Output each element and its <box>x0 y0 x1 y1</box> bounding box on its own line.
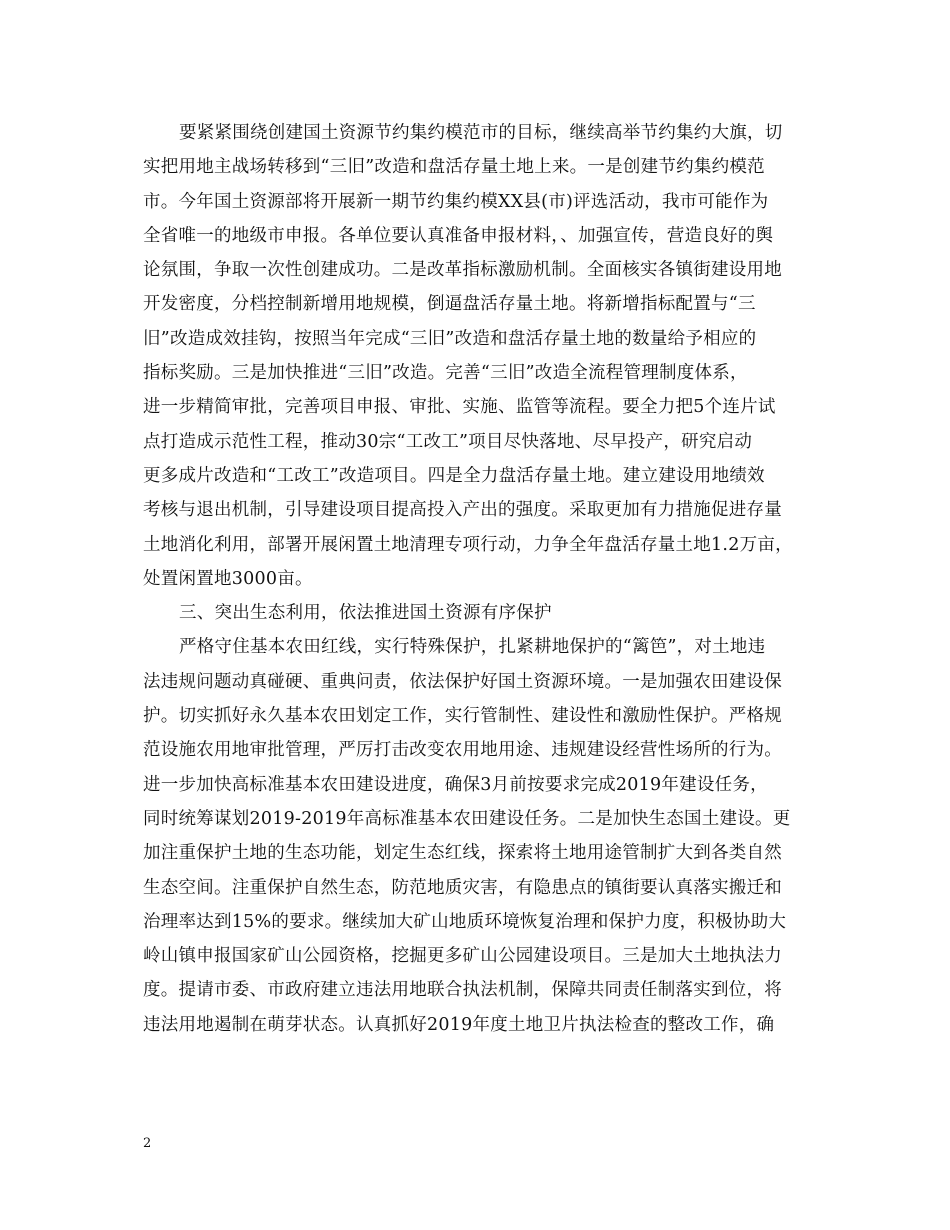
text-line: 加注重保护土地的生态功能，划定生态红线，探索将土地用途管制扩大到各类自然 <box>143 843 782 864</box>
body-text <box>143 116 823 1042</box>
text-line: 要紧紧围绕创建国土资源节约集约模范市的目标，继续高举节约集约大旗，切 <box>179 123 783 143</box>
text-line: 护。切实抓好永久基本农田划定工作，实行管制性、建设性和激励性保护。严格规 <box>143 706 782 727</box>
text-line: 土地消化利用，部署开展闲置土地清理专项行动，力争全年盘活存量土地1.2万亩， <box>143 534 793 555</box>
text-line: 岭山镇申报国家矿山公园资格，挖掘更多矿山公园建设项目。三是加大土地执法力 <box>143 946 782 967</box>
text-line: 旧”改造成效挂钩，按照当年完成“三旧”改造和盘活存量土地的数量给予相应的 <box>143 328 757 349</box>
section-heading: 三、突出生态利用，依法推进国土资源有序保护 <box>179 603 552 624</box>
text-line: 法违规问题动真碰硬、重典问责，依法保护好国土资源环境。一是加强农田建设保 <box>143 671 782 692</box>
text-line: 指标奖励。三是加快推进“三旧”改造。完善“三旧”改造全流程管理制度体系， <box>143 363 748 384</box>
text-line: 市。今年国土资源部将开展新一期节约集约模XX县(市)评选活动，我市可能作为 <box>143 191 769 212</box>
text-line: 论氛围，争取一次性创建成功。二是改革指标激励机制。全面核实各镇街建设用地 <box>143 260 782 281</box>
text-line: 进一步加快高标准基本农田建设进度，确保3月前按要求完成2019年建设任务， <box>143 774 768 795</box>
text-line: 进一步精简审批，完善项目申报、审批、实施、监管等流程。要全力把5个连片试 <box>143 397 776 418</box>
text-line: 生态空间。注重保护自然生态，防范地质灾害，有隐患点的镇街要认真落实搬迁和 <box>143 877 782 898</box>
text-line: 治理率达到15%的要求。继续加大矿山地质环境恢复治理和保护力度，积极协助大 <box>143 911 787 932</box>
text-line: 更多成片改造和“工改工”改造项目。四是全力盘活存量土地。建立建设用地绩效 <box>143 465 765 486</box>
text-line: 度。提请市委、市政府建立违法用地联合执法机制，保障共同责任制落实到位，将 <box>143 980 782 1001</box>
text-line: 范设施农用地审批管理，严厉打击改变农用地用途、违规建设经营性场所的行为。 <box>143 740 782 761</box>
text-line: 违法用地遏制在萌芽状态。认真抓好2019年度土地卫片执法检查的整改工作，确 <box>143 1014 775 1035</box>
text-line: 处置闲置地3000亩。 <box>143 568 313 589</box>
text-line: 同时统筹谋划2019-2019年高标准基本农田建设任务。二是加快生态国土建设。更 <box>143 808 791 829</box>
text-line: 实把用地主战场转移到“三旧”改造和盘活存量土地上来。一是创建节约集约模范 <box>143 157 765 178</box>
text-line: 考核与退出机制，引导建设项目提高投入产出的强度。采取更加有力措施促进存量 <box>143 500 782 521</box>
page-number: 2 <box>143 1136 152 1151</box>
text-line: 点打造成示范性工程，推动30宗“工改工”项目尽快落地、尽早投产，研究启动 <box>143 431 753 452</box>
text-line: 开发密度，分档控制新增用地规模，倒逼盘活存量土地。将新增指标配置与“三 <box>143 294 756 315</box>
text-line: 严格守住基本农田红线，实行特殊保护，扎紧耕地保护的“篱笆”，对土地违 <box>179 637 766 658</box>
text-line: 全省唯一的地级市申报。各单位要认真准备申报材料，、加强宣传，营造良好的舆 <box>143 225 774 246</box>
